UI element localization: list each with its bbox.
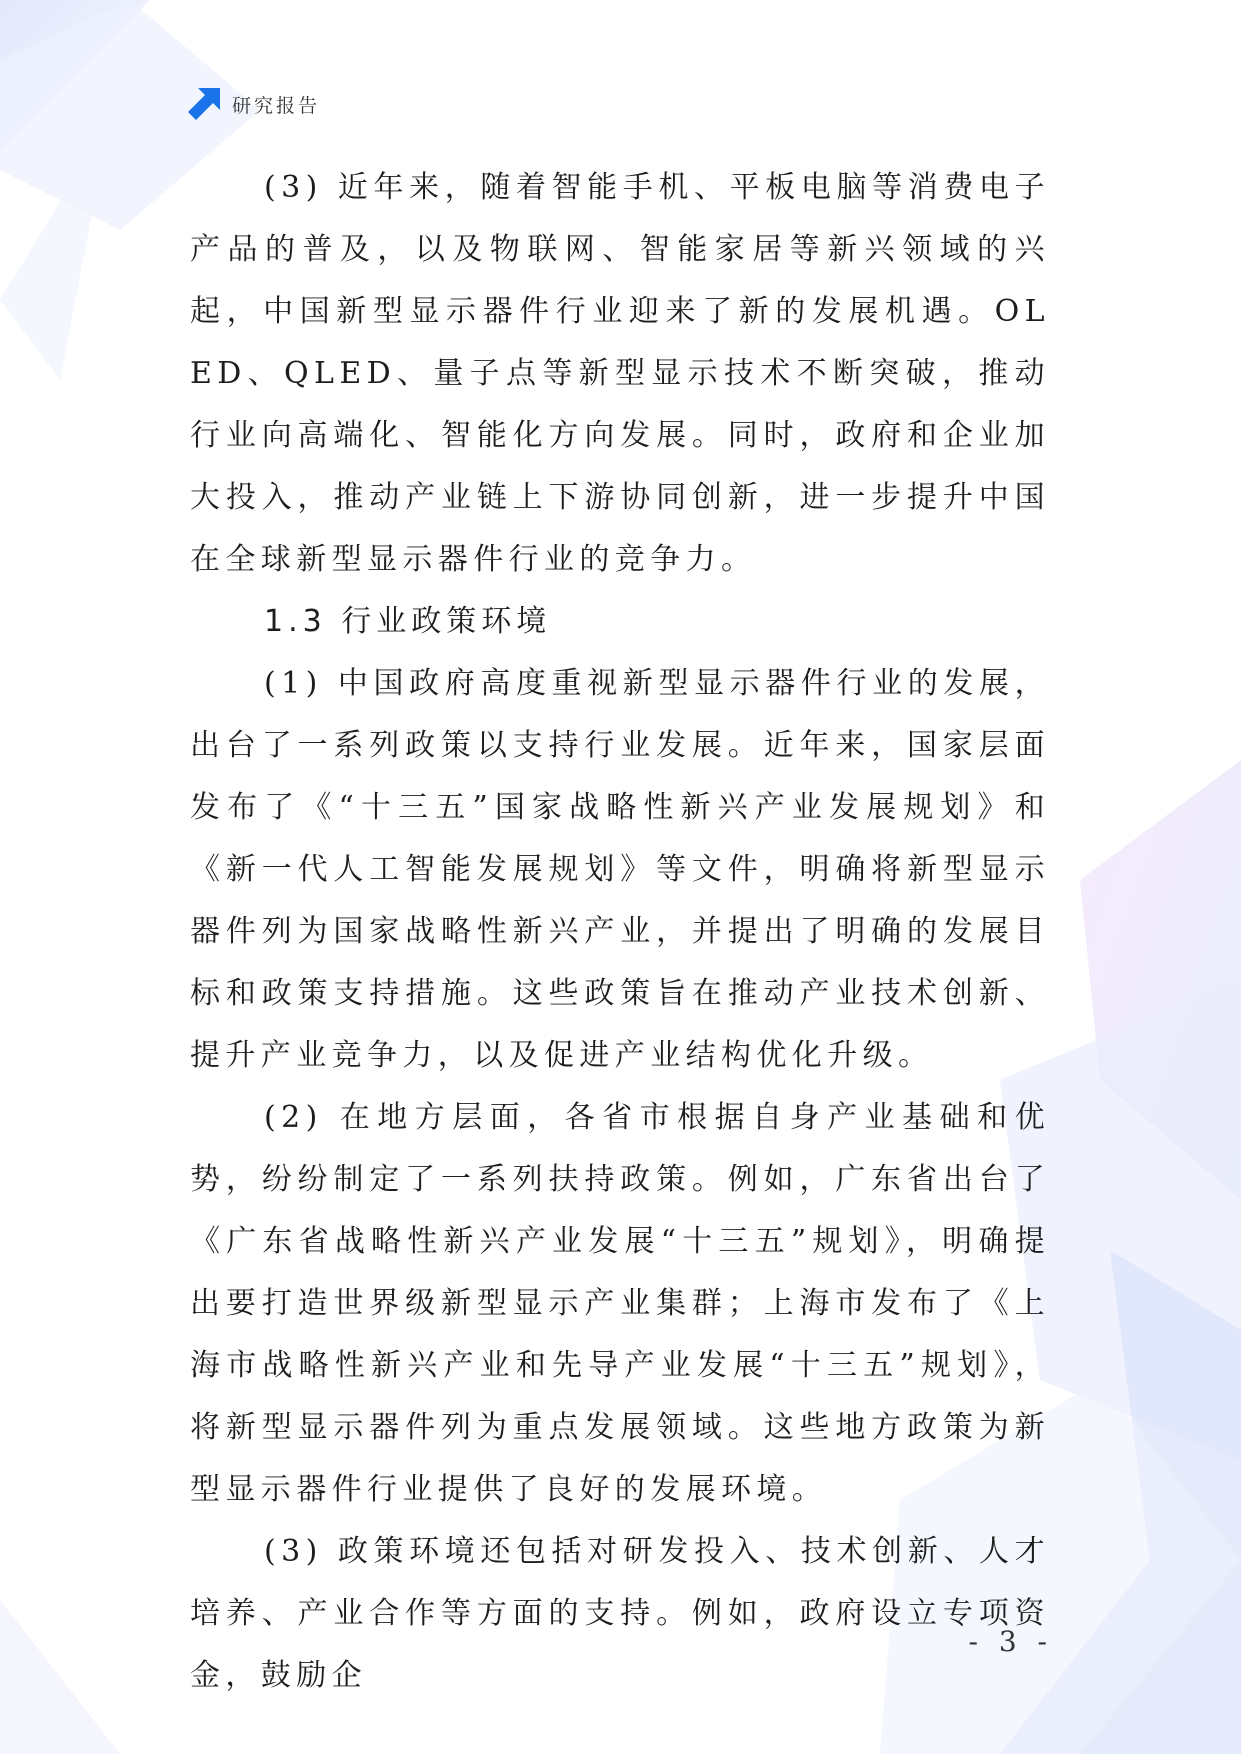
paragraph-local-policy: (2) 在地方层面，各省市根据自身产业基础和优势，纷纷制定了一系列扶持政策。例如，广东省出台了《广东省战略性新兴产业发展“十三五”规划》，明确提出要打造世界级新型显示产业集群；上海市发布了《上海市战略性新兴产业和先导产业发展“十三五”规划》，将新型显示器件列为重点发展领域。这些地方政策为新型显示器件行业提供了良好的发展环境。	[190, 1100, 1050, 1507]
report-body	[190, 157, 1050, 1707]
page-number: - 3 -	[968, 1625, 1053, 1658]
arrow-up-right-icon	[188, 88, 220, 120]
page-header	[188, 88, 320, 120]
section-heading: 1.3 行业政策环境	[264, 604, 552, 639]
paragraph-market-opportunity: (3) 近年来，随着智能手机、平板电脑等消费电子产品的普及，以及物联网、智能家居等新兴领域的兴起，中国新型显示器件行业迎来了新的发展机遇。OLED、QLED、量子点等新型显示技术不断突破，推动行业向高端化、智能化方向发展。同时，政府和企业加大投入，推动产业链上下游协同创新，进一步提升中国在全球新型显示器件行业的竞争力。	[190, 170, 1050, 577]
paragraph-policy-support: (3) 政策环境还包括对研发投入、技术创新、人才培养、产业合作等方面的支持。例如，政府设立专项资金，鼓励企	[190, 1534, 1050, 1693]
header-title: 研究报告	[232, 94, 321, 117]
paragraph-national-policy: (1) 中国政府高度重视新型显示器件行业的发展，出台了一系列政策以支持行业发展。近年来，国家层面发布了《“十三五”国家战略性新兴产业发展规划》和《新一代人工智能发展规划》等文件，明确将新型显示器件列为国家战略性新兴产业，并提出了明确的发展目标和政策支持措施。这些政策旨在推动产业技术创新、提升产业竞争力，以及促进产业结构优化升级。	[190, 666, 1050, 1073]
